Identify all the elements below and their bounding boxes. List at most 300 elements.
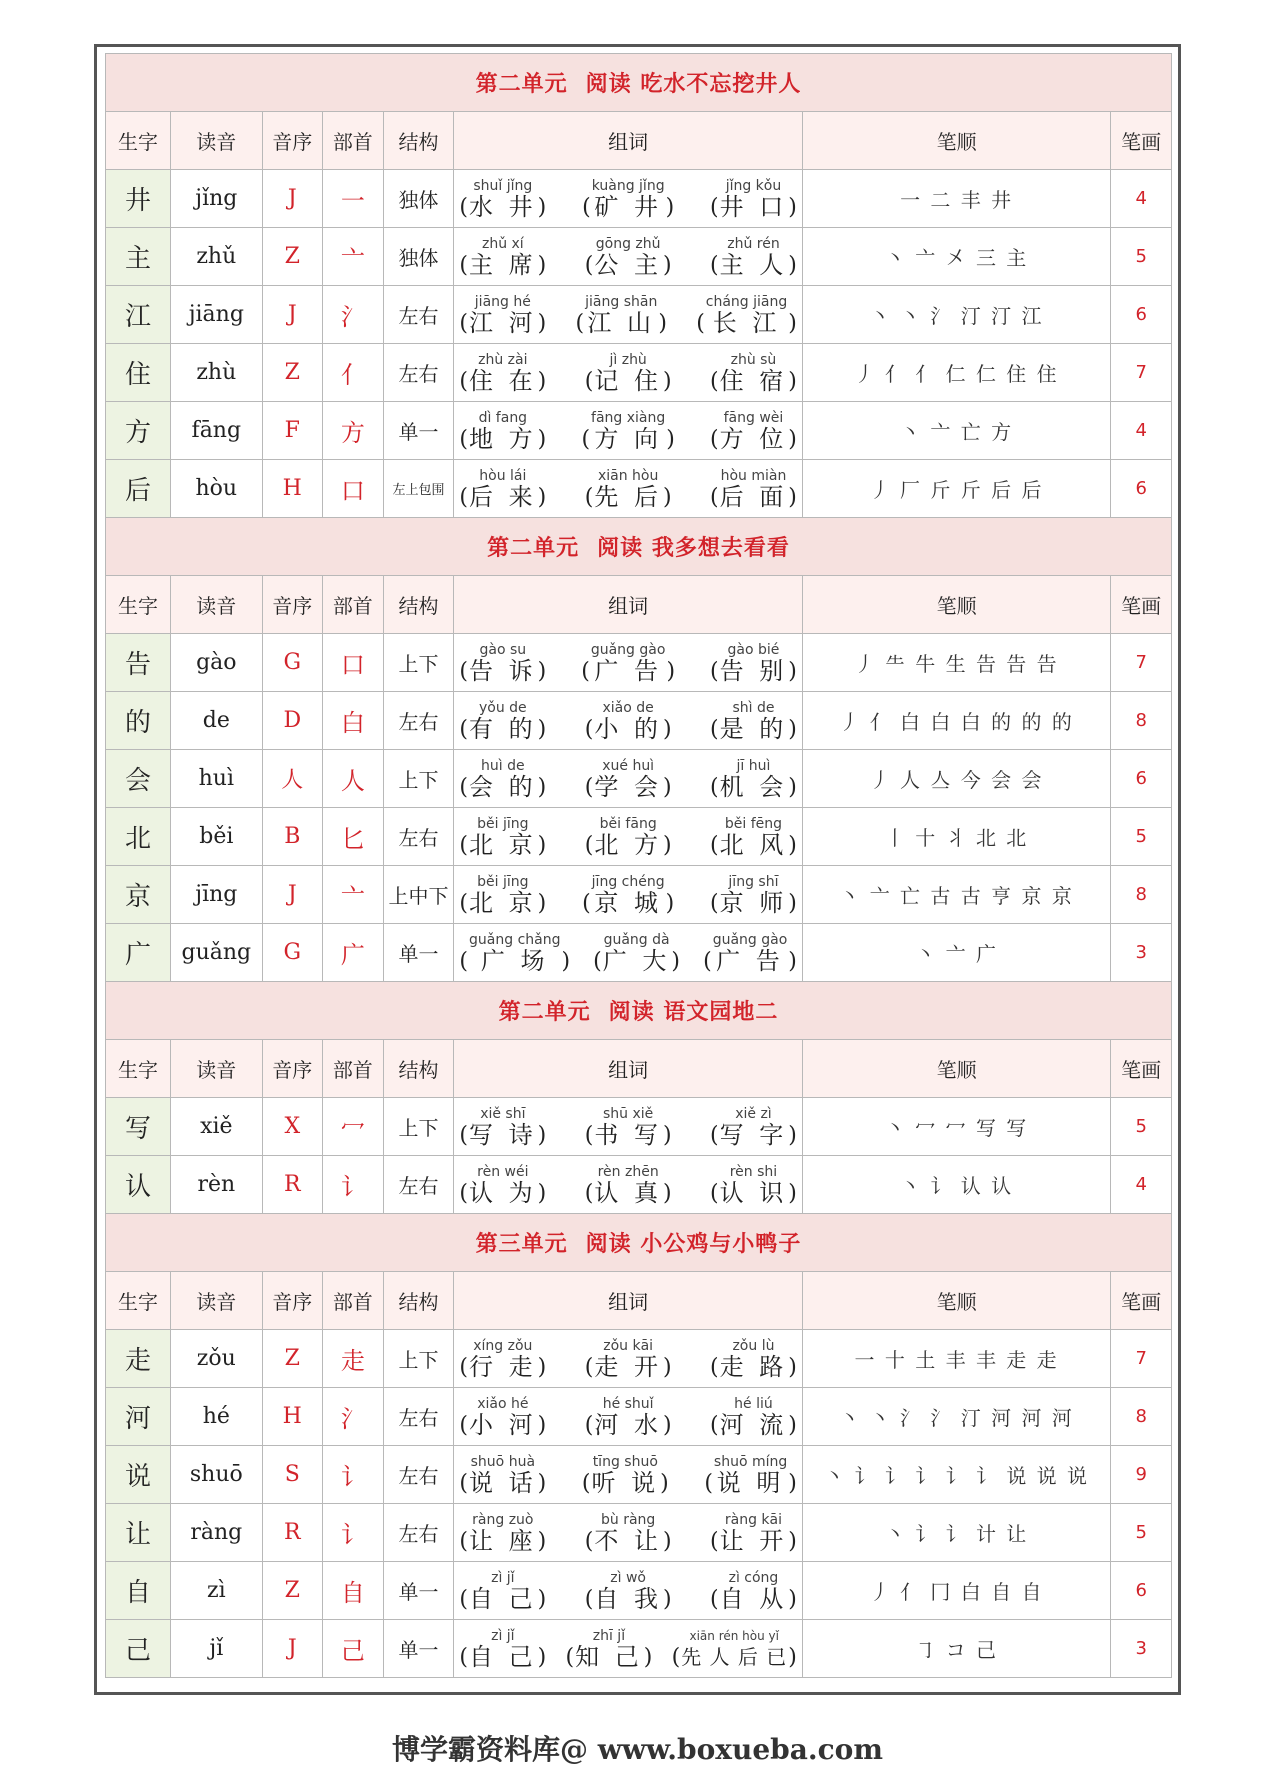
table-row <box>106 402 1172 460</box>
word-hanzi: 机 会 <box>719 772 788 801</box>
close-paren: ) <box>662 484 672 510</box>
stroke-order-cell: 丿 亻 冂 白 自 自 <box>802 1562 1110 1620</box>
stroke-count-cell: 4 <box>1111 402 1172 460</box>
word-body <box>469 816 537 858</box>
character-cell: 河 <box>106 1388 171 1446</box>
word-item <box>458 758 547 800</box>
word-item <box>584 816 673 858</box>
words-cell <box>454 1446 802 1504</box>
initial-cell: Z <box>262 228 323 286</box>
open-paren: ( <box>710 1528 719 1554</box>
word-pinyin: shuǐ jǐng <box>473 177 533 194</box>
table-row <box>106 808 1172 866</box>
word-body <box>591 1454 659 1496</box>
radical-cell: 广 <box>323 924 384 982</box>
open-paren: ( <box>459 1586 469 1612</box>
word-pinyin: shū xiě <box>603 1105 654 1122</box>
section-title-row <box>106 518 1172 576</box>
word-body <box>592 178 665 220</box>
table-row <box>106 344 1172 402</box>
words-cell <box>454 866 802 924</box>
word-pinyin: zǒu lù <box>732 1337 775 1354</box>
word-pinyin: zì jǐ <box>491 1627 515 1644</box>
close-paren: ) <box>788 832 797 858</box>
open-paren: ( <box>710 890 719 916</box>
word-pinyin: hòu miàn <box>720 467 787 484</box>
structure-cell: 左上包围 <box>383 460 454 518</box>
word-pinyin: zhǔ xí <box>481 235 524 252</box>
word-body <box>720 1396 788 1438</box>
word-group <box>454 1106 801 1148</box>
word-pinyin: zì wǒ <box>610 1569 646 1586</box>
word-hanzi: 小 河 <box>469 1410 537 1439</box>
word-body <box>720 352 788 394</box>
word-body <box>469 700 537 742</box>
open-paren: ( <box>710 368 719 394</box>
word-item <box>709 352 798 394</box>
open-paren: ( <box>459 1412 469 1438</box>
close-paren: ) <box>643 1644 653 1670</box>
radical-cell: 一 <box>323 170 384 228</box>
word-hanzi: 书 写 <box>594 1120 662 1149</box>
word-pinyin: hé liú <box>734 1395 773 1412</box>
word-pinyin: dì fang <box>478 409 528 426</box>
word-body <box>720 468 788 510</box>
close-paren: ) <box>788 1122 797 1148</box>
word-item <box>580 410 675 452</box>
open-paren: ( <box>581 1470 591 1496</box>
word-hanzi: 广 告 <box>716 946 784 975</box>
open-paren: ( <box>459 310 469 336</box>
header-strokes: 笔画 <box>1111 1272 1172 1330</box>
character-cell: 说 <box>106 1446 171 1504</box>
stroke-count-cell: 5 <box>1111 1504 1172 1562</box>
word-body <box>469 468 537 510</box>
open-paren: ( <box>575 310 585 336</box>
radical-cell: 己 <box>323 1620 384 1678</box>
radical-cell: 匕 <box>323 808 384 866</box>
word-hanzi: 京 师 <box>719 888 788 917</box>
word-item <box>709 1396 798 1438</box>
initial-cell: G <box>262 634 323 692</box>
word-body <box>469 1338 537 1380</box>
word-item <box>458 1164 547 1206</box>
header-structure: 结构 <box>383 112 454 170</box>
word-pinyin: xíng zǒu <box>473 1337 533 1354</box>
radical-cell: 氵 <box>323 286 384 344</box>
word-group <box>454 1164 801 1206</box>
close-paren: ) <box>662 774 672 800</box>
open-paren: ( <box>582 194 591 220</box>
close-paren: ) <box>788 1180 797 1206</box>
open-paren: ( <box>710 716 719 742</box>
word-pinyin: xiān hòu <box>597 467 659 484</box>
structure-cell: 单一 <box>383 924 454 982</box>
open-paren: ( <box>459 948 469 974</box>
word-item <box>709 874 798 916</box>
open-paren: ( <box>584 1528 594 1554</box>
open-paren: ( <box>584 1180 594 1206</box>
table-row <box>106 866 1172 924</box>
word-body <box>594 700 662 742</box>
close-paren: ) <box>662 1354 672 1380</box>
open-paren: ( <box>710 658 719 684</box>
word-item <box>458 294 547 336</box>
stroke-order-cell: 丿 亻 亻 仁 仁 住 住 <box>802 344 1110 402</box>
close-paren: ) <box>561 948 571 974</box>
word-hanzi: 方 向 <box>594 424 662 453</box>
stroke-count-cell: 5 <box>1111 228 1172 286</box>
word-body <box>469 1512 537 1554</box>
radical-cell: 讠 <box>323 1156 384 1214</box>
section-title <box>106 1214 1172 1272</box>
stroke-order-cell: 丿 人 亼 今 会 会 <box>802 750 1110 808</box>
open-paren: ( <box>584 1122 594 1148</box>
word-pinyin: xué huì <box>602 757 655 774</box>
close-paren: ) <box>662 1412 672 1438</box>
word-pinyin: jiāng shān <box>585 293 658 310</box>
open-paren: ( <box>710 774 719 800</box>
stroke-order-cell: 丶 亠 亡 方 <box>802 402 1110 460</box>
word-group <box>454 1338 801 1380</box>
word-item <box>584 236 673 278</box>
radical-cell: 口 <box>323 460 384 518</box>
close-paren: ) <box>788 948 797 974</box>
table-row <box>106 750 1172 808</box>
stroke-count-cell: 6 <box>1111 1562 1172 1620</box>
word-hanzi: 广 场 <box>480 946 549 975</box>
close-paren: ) <box>666 426 675 452</box>
structure-cell: 独体 <box>383 228 454 286</box>
word-body <box>469 236 537 278</box>
word-body <box>585 294 657 336</box>
word-group <box>454 700 801 742</box>
table-row <box>106 924 1172 982</box>
radical-cell: 冖 <box>323 1098 384 1156</box>
close-paren: ) <box>537 1354 547 1380</box>
pinyin-cell: huì <box>171 750 262 808</box>
close-paren: ) <box>788 426 797 452</box>
open-paren: ( <box>710 426 719 452</box>
open-paren: ( <box>459 1180 469 1206</box>
word-pinyin: bù ràng <box>600 1511 656 1528</box>
close-paren: ) <box>537 1180 547 1206</box>
radical-cell: 自 <box>323 1562 384 1620</box>
word-hanzi: 北 方 <box>594 830 662 859</box>
word-pinyin: jīng shī <box>728 873 779 890</box>
word-group <box>454 758 801 800</box>
structure-cell: 左右 <box>383 286 454 344</box>
stroke-count-cell: 8 <box>1111 692 1172 750</box>
structure-cell: 左右 <box>383 808 454 866</box>
section-unit: 第二单元 <box>475 71 568 97</box>
header-pinyin: 读音 <box>171 1272 262 1330</box>
word-pinyin: guǎng gào <box>712 931 788 948</box>
word-body <box>469 1454 537 1496</box>
word-group <box>454 1512 801 1554</box>
table-row <box>106 1504 1172 1562</box>
word-item <box>458 932 571 974</box>
word-item <box>458 1512 547 1554</box>
section-lesson: 阅读 小公鸡与小鸭子 <box>585 1231 802 1257</box>
word-body <box>469 410 537 452</box>
character-cell: 江 <box>106 286 171 344</box>
stroke-count-cell: 5 <box>1111 808 1172 866</box>
word-body <box>594 758 662 800</box>
word-group <box>454 178 801 220</box>
radical-cell: 讠 <box>323 1446 384 1504</box>
word-body <box>591 642 666 684</box>
word-pinyin: jǐng kǒu <box>725 177 782 194</box>
words-cell <box>454 924 802 982</box>
close-paren: ) <box>537 774 547 800</box>
word-item <box>592 932 681 974</box>
initial-cell: H <box>262 1388 323 1446</box>
word-pinyin: xiě zì <box>735 1105 772 1122</box>
column-header-row <box>106 576 1172 634</box>
word-item <box>709 178 798 220</box>
close-paren: ) <box>658 310 667 336</box>
word-hanzi: 认 真 <box>594 1178 662 1207</box>
section-lesson: 阅读 语文园地二 <box>608 999 779 1025</box>
word-item <box>584 700 673 742</box>
words-cell <box>454 170 802 228</box>
word-hanzi: 行 走 <box>469 1352 537 1381</box>
word-pinyin: běi fēng <box>724 815 783 832</box>
close-paren: ) <box>662 716 672 742</box>
initial-cell: F <box>262 402 323 460</box>
initial-cell: Z <box>262 344 323 402</box>
word-body <box>594 1106 662 1148</box>
word-body <box>720 410 788 452</box>
word-hanzi: 听 说 <box>591 1468 660 1497</box>
word-pinyin: zhī jǐ <box>592 1627 626 1644</box>
stroke-count-cell: 6 <box>1111 460 1172 518</box>
initial-cell: Z <box>262 1562 323 1620</box>
word-body <box>469 758 537 800</box>
structure-cell: 左右 <box>383 692 454 750</box>
word-hanzi: 方 位 <box>719 424 788 453</box>
words-cell <box>454 1504 802 1562</box>
column-header-row <box>106 1040 1172 1098</box>
word-body <box>469 642 537 684</box>
structure-cell: 上下 <box>383 1098 454 1156</box>
close-paren: ) <box>537 716 547 742</box>
open-paren: ( <box>459 890 469 916</box>
close-paren: ) <box>788 1412 797 1438</box>
word-body <box>720 816 788 858</box>
open-paren: ( <box>459 1122 469 1148</box>
close-paren: ) <box>788 368 797 394</box>
initial-cell: S <box>262 1446 323 1504</box>
close-paren: ) <box>662 1180 672 1206</box>
word-group <box>454 468 801 510</box>
structure-cell: 左右 <box>383 1446 454 1504</box>
character-cell: 写 <box>106 1098 171 1156</box>
initial-cell: J <box>262 866 323 924</box>
radical-cell: 亻 <box>323 344 384 402</box>
header-stroke-order: 笔顺 <box>802 112 1110 170</box>
word-group <box>454 236 801 278</box>
words-cell <box>454 1562 802 1620</box>
word-hanzi: 北 京 <box>469 830 537 859</box>
word-body <box>594 1338 662 1380</box>
header-char: 生字 <box>106 1272 171 1330</box>
character-cell: 认 <box>106 1156 171 1214</box>
word-hanzi: 是 的 <box>719 714 788 743</box>
word-hanzi: 后 面 <box>719 482 788 511</box>
word-item <box>458 236 547 278</box>
footer-watermark: 博学霸资料库@ www.boxueba.com <box>392 1733 883 1766</box>
word-body <box>594 1164 662 1206</box>
words-cell <box>454 1620 802 1678</box>
header-words: 组词 <box>454 112 802 170</box>
pinyin-cell: ràng <box>171 1504 262 1562</box>
open-paren: ( <box>584 368 594 394</box>
character-cell: 让 <box>106 1504 171 1562</box>
word-pinyin: jī huì <box>736 757 771 774</box>
stroke-order-cell: 丶 亠 亡 古 古 亨 京 京 <box>802 866 1110 924</box>
word-item <box>709 816 798 858</box>
close-paren: ) <box>788 658 797 684</box>
word-pinyin: ràng zuò <box>472 1511 534 1528</box>
pinyin-cell: jǐng <box>171 170 262 228</box>
word-item <box>709 1338 798 1380</box>
word-body <box>469 932 560 974</box>
word-pinyin: jiāng hé <box>474 293 531 310</box>
open-paren: ( <box>584 1586 594 1612</box>
header-radical: 部首 <box>323 112 384 170</box>
stroke-order-cell: 丿 厂 斤 斤 后 后 <box>802 460 1110 518</box>
section-unit: 第二单元 <box>487 535 580 561</box>
word-hanzi: 公 主 <box>594 250 662 279</box>
header-words: 组词 <box>454 576 802 634</box>
table-row <box>106 692 1172 750</box>
word-body <box>594 468 662 510</box>
section-unit: 第三单元 <box>475 1231 568 1257</box>
word-hanzi: 住 在 <box>469 366 537 395</box>
initial-cell: B <box>262 808 323 866</box>
close-paren: ) <box>537 1644 547 1670</box>
word-hanzi: 主 席 <box>469 250 537 279</box>
word-body <box>469 178 537 220</box>
word-item <box>580 642 676 684</box>
close-paren: ) <box>788 1470 797 1496</box>
pinyin-cell: rèn <box>171 1156 262 1214</box>
word-pinyin: jì zhù <box>609 351 647 368</box>
word-item <box>703 1454 798 1496</box>
word-item <box>709 642 798 684</box>
word-item <box>584 352 673 394</box>
stroke-count-cell: 8 <box>1111 866 1172 924</box>
close-paren: ) <box>537 1470 547 1496</box>
close-paren: ) <box>537 1122 547 1148</box>
word-hanzi: 小 的 <box>594 714 662 743</box>
section-title-row <box>106 54 1172 112</box>
header-strokes: 笔画 <box>1111 112 1172 170</box>
word-pinyin: zì jǐ <box>491 1569 515 1586</box>
character-cell: 北 <box>106 808 171 866</box>
open-paren: ( <box>565 1644 575 1670</box>
header-stroke-order: 笔顺 <box>802 576 1110 634</box>
section-unit: 第二单元 <box>498 999 591 1025</box>
word-pinyin: gào su <box>479 641 527 658</box>
stroke-order-cell: 丶 丶 氵 汀 汀 江 <box>802 286 1110 344</box>
word-pinyin: zhǔ rén <box>727 235 780 252</box>
word-pinyin: kuàng jǐng <box>591 177 665 194</box>
stroke-count-cell: 8 <box>1111 1388 1172 1446</box>
word-pinyin: zhù zài <box>478 351 528 368</box>
close-paren: ) <box>537 890 547 916</box>
header-char: 生字 <box>106 576 171 634</box>
word-body <box>603 932 671 974</box>
stroke-count-cell: 4 <box>1111 1156 1172 1214</box>
character-cell: 广 <box>106 924 171 982</box>
table-row <box>106 286 1172 344</box>
word-body <box>575 1628 643 1670</box>
word-hanzi: 矿 井 <box>594 192 662 221</box>
word-body <box>469 1106 537 1148</box>
words-cell <box>454 344 802 402</box>
word-item <box>702 932 798 974</box>
word-pinyin: běi jīng <box>477 873 529 890</box>
word-pinyin: ràng kāi <box>724 1511 783 1528</box>
word-pinyin: guǎng chǎng <box>469 931 561 948</box>
word-hanzi: 河 流 <box>719 1410 788 1439</box>
character-cell: 己 <box>106 1620 171 1678</box>
header-stroke-order: 笔顺 <box>802 1040 1110 1098</box>
close-paren: ) <box>537 252 547 278</box>
open-paren: ( <box>710 1354 719 1380</box>
initial-cell: J <box>262 286 323 344</box>
word-item <box>458 410 547 452</box>
word-group <box>454 1570 801 1612</box>
word-item <box>458 1338 547 1380</box>
section-lesson: 阅读 我多想去看看 <box>597 535 790 561</box>
word-item <box>458 1628 547 1670</box>
word-item <box>458 1396 547 1438</box>
header-radical: 部首 <box>323 1040 384 1098</box>
word-hanzi: 广 告 <box>594 656 662 685</box>
pinyin-cell: jǐ <box>171 1620 262 1678</box>
character-cell: 后 <box>106 460 171 518</box>
radical-cell: 人 <box>323 750 384 808</box>
stroke-count-cell: 7 <box>1111 344 1172 402</box>
table-row <box>106 1620 1172 1678</box>
word-item <box>458 1454 547 1496</box>
pinyin-cell: guǎng <box>171 924 262 982</box>
initial-cell: J <box>262 1620 323 1678</box>
structure-cell: 左右 <box>383 1388 454 1446</box>
stroke-count-cell: 4 <box>1111 170 1172 228</box>
character-table <box>105 53 1172 1678</box>
word-hanzi: 长 江 <box>712 308 781 337</box>
word-item <box>581 1454 670 1496</box>
open-paren: ( <box>459 252 469 278</box>
stroke-count-cell: 7 <box>1111 1330 1172 1388</box>
close-paren: ) <box>660 1470 669 1496</box>
word-body <box>720 178 788 220</box>
header-order: 音序 <box>262 1272 323 1330</box>
word-group <box>454 816 801 858</box>
open-paren: ( <box>710 832 719 858</box>
word-hanzi: 知 己 <box>575 1642 643 1671</box>
open-paren: ( <box>459 194 469 220</box>
open-paren: ( <box>584 832 594 858</box>
word-item <box>584 1106 673 1148</box>
pinyin-cell: hòu <box>171 460 262 518</box>
word-group <box>454 294 801 336</box>
